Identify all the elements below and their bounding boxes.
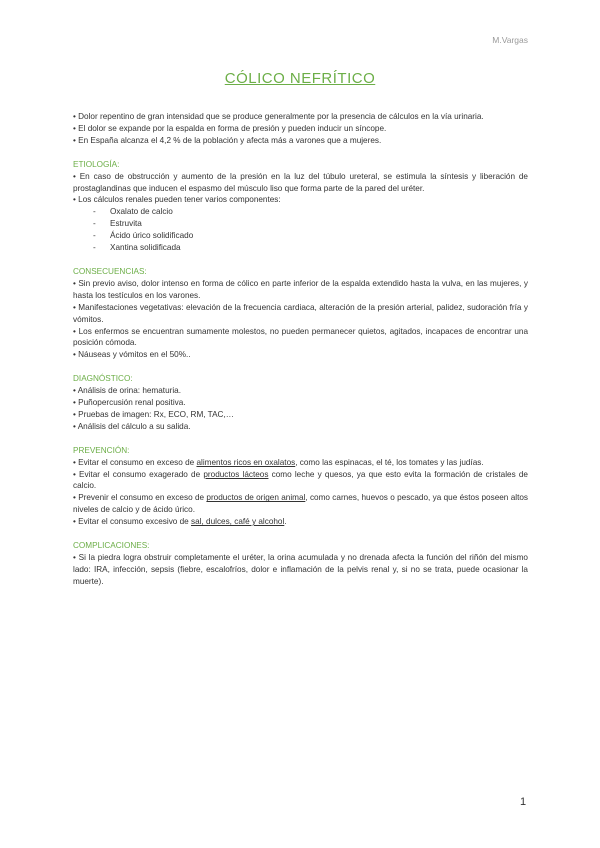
dash-marker: - [93, 231, 96, 241]
diagnostico-item: • Pruebas de imagen: Rx, ECO, RM, TAC,… [73, 409, 234, 419]
prevencion-item [73, 457, 528, 469]
underlined-term: sal, dulces, café y alcohol [191, 517, 285, 527]
prevencion-text: . [284, 517, 287, 527]
prevencion-text: • Evitar el consumo excesivo de [73, 517, 191, 527]
consecuencias-item: • Sin previo aviso, dolor intenso en forma de cólico en parte inferior de la espalda extendido hasta la vulva, en las mujeres, y hasta los testículos en los varones. [73, 278, 528, 300]
section-heading-prevencion: PREVENCIÓN: [73, 445, 130, 455]
component-item [73, 230, 528, 242]
section-heading-etiologia: ETIOLOGÍA: [73, 159, 120, 169]
section-heading-complicaciones: COMPLICACIONES: [73, 541, 150, 551]
consecuencias-item: • Manifestaciones vegetativas: elevación de la frecuencia cardiaca, alteración de la presión arterial, palidez, sudoración fría y vómitos. [73, 302, 528, 324]
component-label: Oxalato de calcio [110, 207, 173, 217]
section-heading-diagnostico: DIAGNÓSTICO: [73, 374, 133, 384]
prevencion-item [73, 516, 528, 528]
component-item [73, 242, 528, 254]
prevencion-item [73, 469, 528, 493]
component-label: Ácido úrico solidificado [110, 231, 194, 241]
complicaciones-paragraph: • Si la piedra logra obstruir completamente el uréter, la orina acumulada y no drenada afecta la función del riñón del mismo lado: IRA, infección, sepsis (fiebre, escalofríos, dolor e inflamación de la pelvis renal y, si no se trata, puede ocasionar la muerte). [73, 553, 528, 586]
prevencion-text: • Prevenir el consumo en exceso de [73, 493, 207, 503]
diagnostico-item: • Análisis del cálculo a su salida. [73, 421, 191, 431]
page-title: CÓLICO NEFRÍTICO [224, 70, 376, 87]
consecuencias-item: • Los enfermos se encuentran sumamente molestos, no pueden permanecer quietos, agitados, incapaces de encontrar una posición cómoda. [73, 326, 528, 348]
intro-item: • Dolor repentino de gran intensidad que se produce generalmente por la presencia de cálculos en la vía urinaria. [73, 112, 484, 121]
component-item [73, 206, 528, 218]
prevencion-text: como leche y quesos, ya que esto evita la formación de cristales de calcio. [73, 469, 528, 491]
component-label: Xantina solidificada [110, 243, 181, 253]
prevencion-text: • Evitar el consumo exagerado de [73, 469, 204, 479]
dash-marker: - [93, 207, 96, 217]
prevencion-item [73, 492, 528, 516]
prevencion-text: • Evitar el consumo en exceso de [73, 457, 197, 467]
underlined-term: productos lácteos [203, 469, 269, 479]
dash-marker: - [93, 219, 96, 229]
prevencion-text: , como carnes, huevos o pescado, ya que éstos poseen altos niveles de calcio y de ácido úrico. [73, 493, 528, 515]
prevencion-text: , como las espinacas, el té, los tomates y las judías. [295, 457, 484, 467]
diagnostico-item: • Análisis de orina: hematuria. [73, 386, 181, 396]
page-number: 1 [520, 796, 527, 808]
document-body [73, 111, 528, 588]
etiologia-paragraph: • Los cálculos renales pueden tener varios componentes: [73, 195, 281, 205]
component-label: Estruvita [110, 219, 142, 229]
component-item [73, 218, 528, 230]
intro-item: • En España alcanza el 4,2 % de la población y afecta más a varones que a mujeres. [73, 135, 382, 145]
intro-item: • El dolor se expande por la espalda en forma de presión y pueden inducir un síncope. [73, 123, 387, 133]
author-name: M.Vargas [492, 35, 528, 45]
section-heading-consecuencias: CONSECUENCIAS: [73, 266, 147, 276]
consecuencias-item: • Náuseas y vómitos en el 50%.. [73, 350, 191, 360]
underlined-term: alimentos ricos en oxalatos [196, 457, 296, 467]
underlined-term: productos de origen animal [206, 493, 306, 503]
etiologia-paragraph: • En caso de obstrucción y aumento de la presión en la luz del túbulo ureteral, se estimula la síntesis y liberación de prostaglandinas que inducen el espasmo del músculo liso que forma parte de la pared del uréter. [73, 171, 528, 193]
diagnostico-item: • Puñopercusión renal positiva. [73, 398, 186, 408]
dash-marker: - [93, 243, 96, 253]
